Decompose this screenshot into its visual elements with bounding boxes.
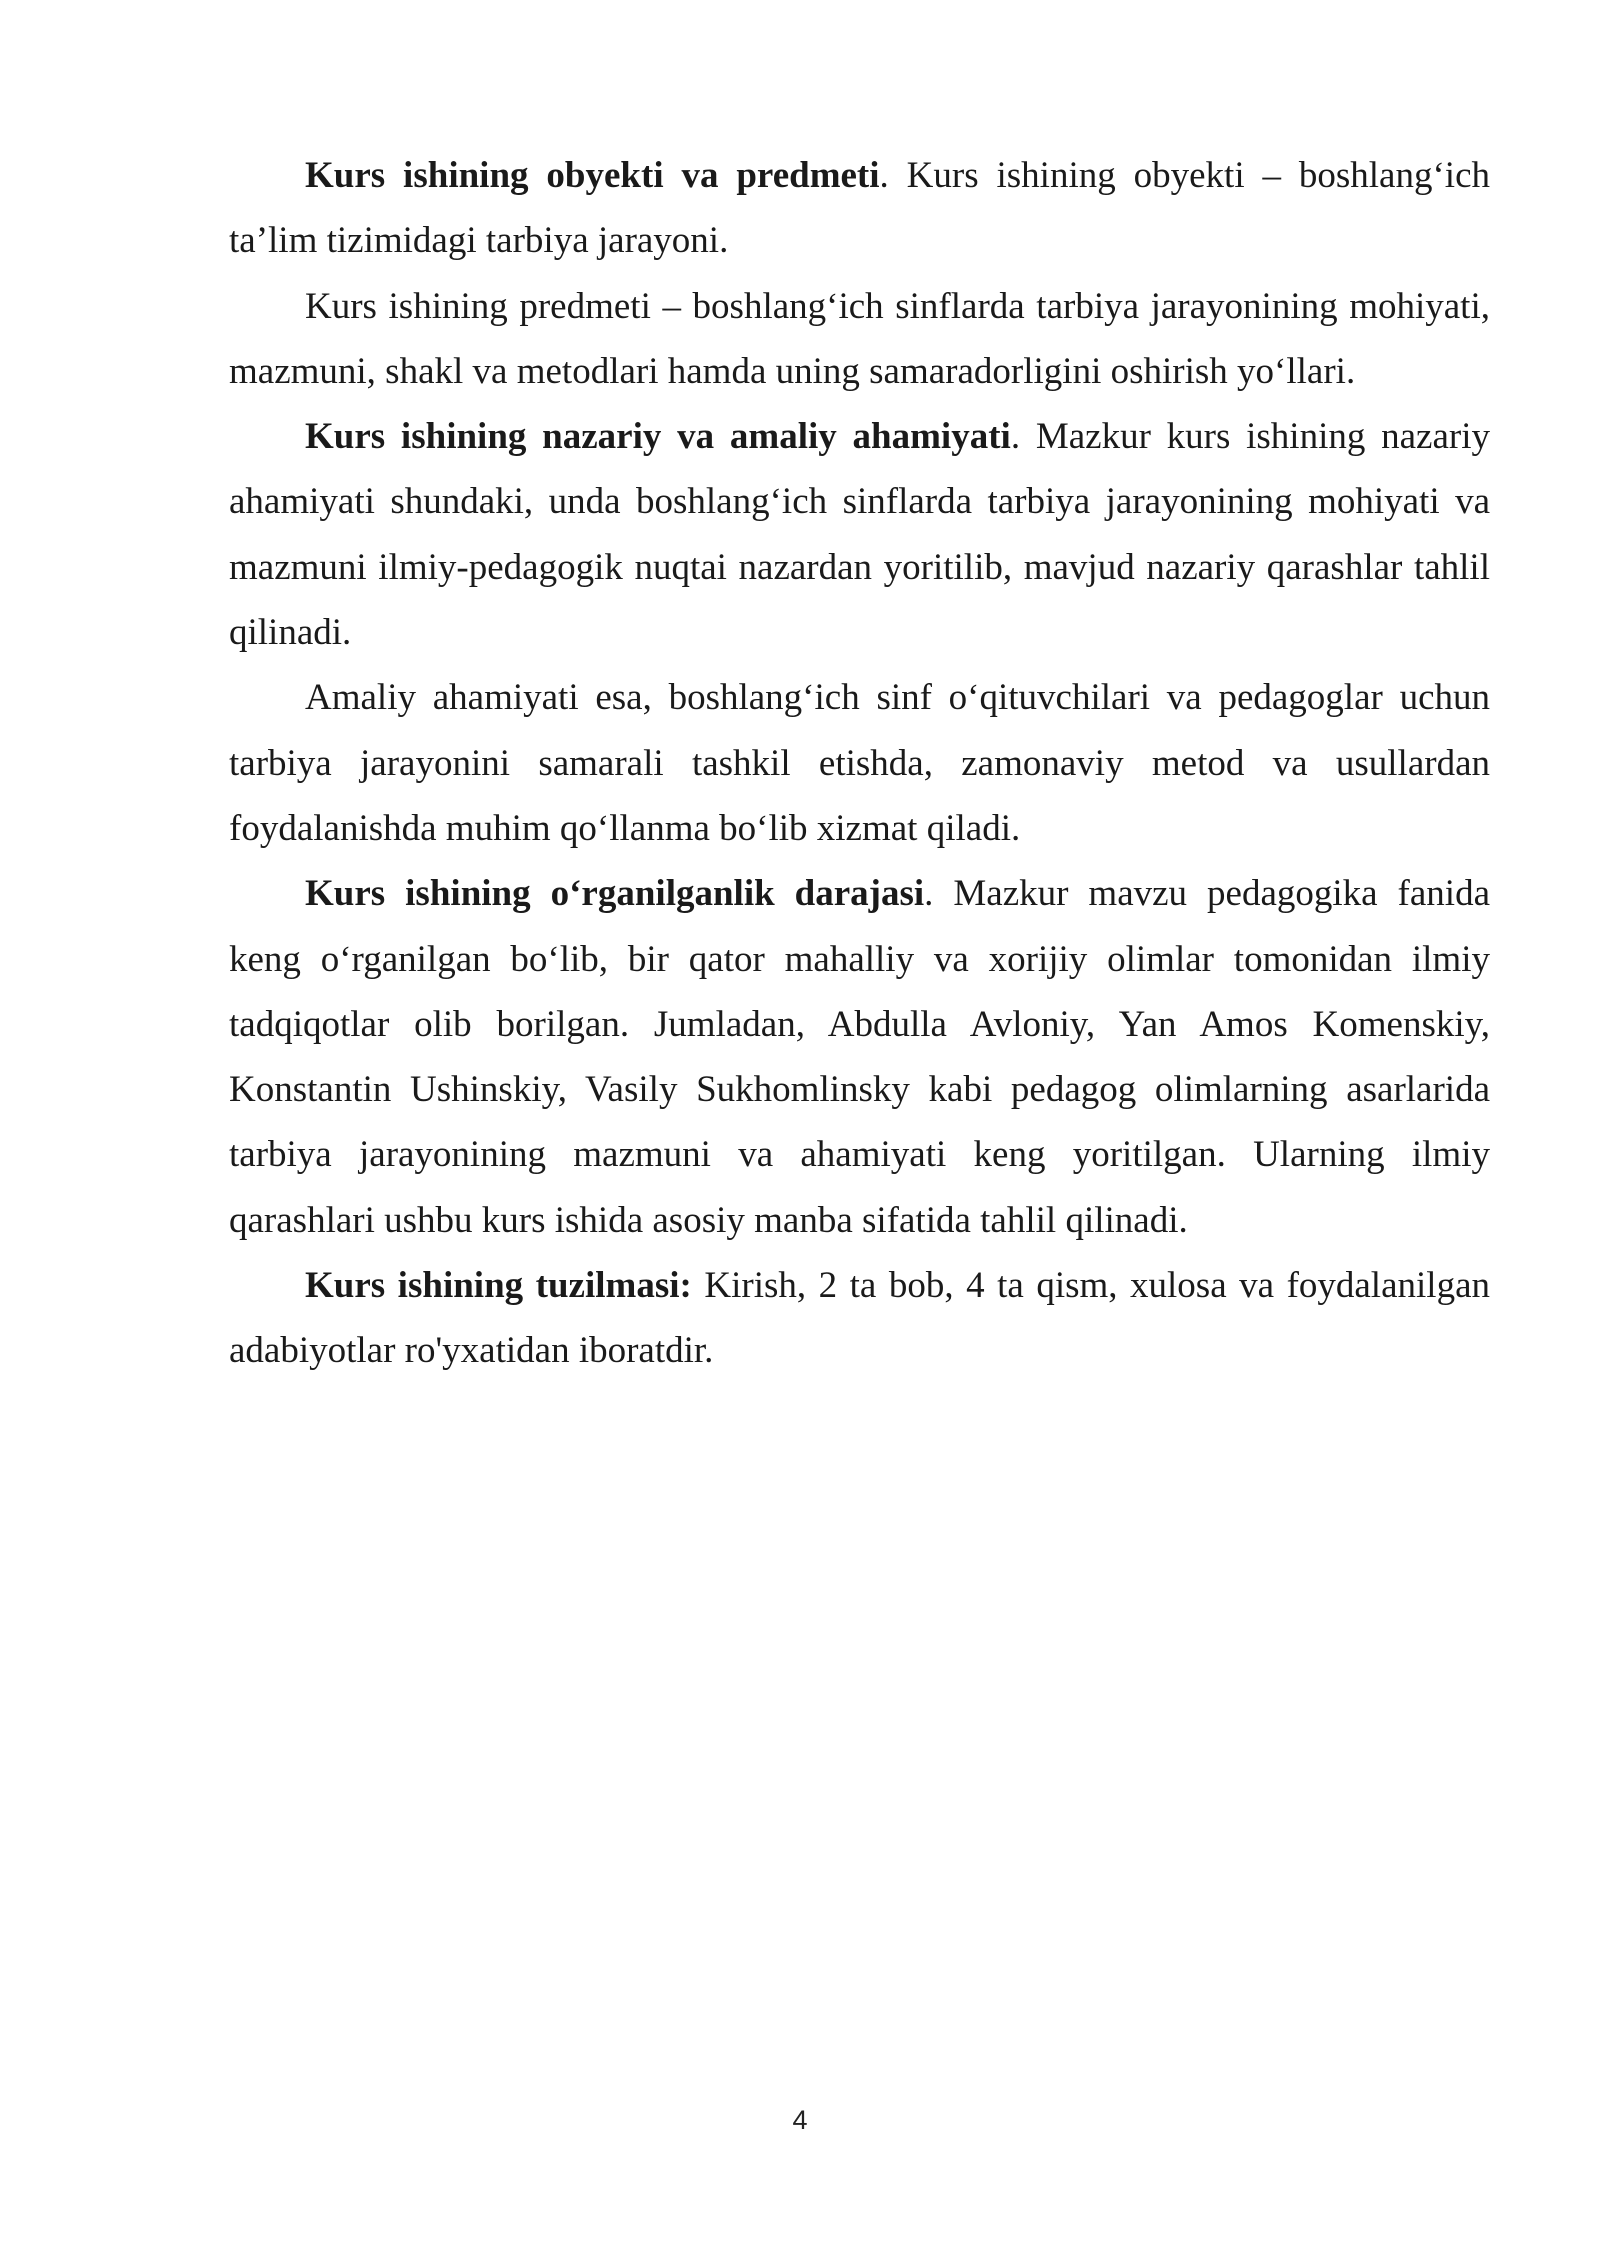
paragraph-heading: Kurs ishining o‘rganilganlik darajasi: [305, 873, 925, 915]
paragraph-subject: [229, 274, 1490, 405]
paragraph-text: Kirish, 2 ta bob, 4 ta qism, xulosa va foydalanilgan adabiyotlar ro'yxatidan iboratdir.: [229, 1265, 1490, 1372]
paragraph-heading: Kurs ishining nazariy va amaliy ahamiyati: [305, 416, 1011, 458]
paragraph-text: Amaliy ahamiyati esa, boshlang‘ich sinf o‘qituvchilari va pedagoglar uchun tarbiya jarayonini samarali tashkil etishda, zamonaviy metod va usullardan foydalanishda muhim qo‘llanma bo‘lib xizmat qiladi.: [229, 677, 1490, 849]
paragraph-text: . Mazkur kurs ishining nazariy ahamiyati shundaki, unda boshlang‘ich sinflarda tarbiya jarayonining mohiyati va mazmuni ilmiy-pedagogik nuqtai nazardan yoritilib, mavjud nazariy qarashlar tahlil qilinadi.: [229, 416, 1490, 654]
paragraph-object-and-subject: [229, 143, 1490, 274]
paragraph-heading: Kurs ishining obyekti va predmeti: [305, 155, 880, 196]
paragraph-text: . Mazkur mavzu pedagogika fanida keng o‘rganilgan bo‘lib, bir qator mahalliy va xorijiy olimlar tomonidan ilmiy tadqiqotlar olib borilgan. Jumladan, Abdulla Avloniy, Yan Amos Komenskiy, Konstantin Ushinskiy, Vasily Sukhomlinsky kabi pedagog olimlarning asarlarida tarbiya jarayonining mazmuni va ahamiyati keng yoritilgan. Ularning ilmiy qarashlari ushbu kurs ishida asosiy manba sifatida tahlil qilinadi.: [229, 873, 1490, 1241]
page-number: 4: [792, 2105, 808, 2135]
paragraph-theoretical-practical-significance: [229, 404, 1490, 665]
paragraph-degree-of-study: [229, 861, 1490, 1253]
paragraph-text: . Kurs ishining obyekti – boshlang‘ich ta’lim tizimidagi tarbiya jarayoni.: [229, 155, 1490, 262]
paragraph-heading: Kurs ishining tuzilmasi:: [305, 1265, 692, 1307]
paragraph-structure: [229, 1253, 1490, 1384]
paragraph-text: Kurs ishining predmeti – boshlang‘ich sinflarda tarbiya jarayonining mohiyati, mazmuni, shakl va metodlari hamda uning samaradorligini oshirish yo‘llari.: [229, 285, 1490, 392]
paragraph-practical-significance: [229, 665, 1490, 861]
document-body: [229, 143, 1490, 1384]
